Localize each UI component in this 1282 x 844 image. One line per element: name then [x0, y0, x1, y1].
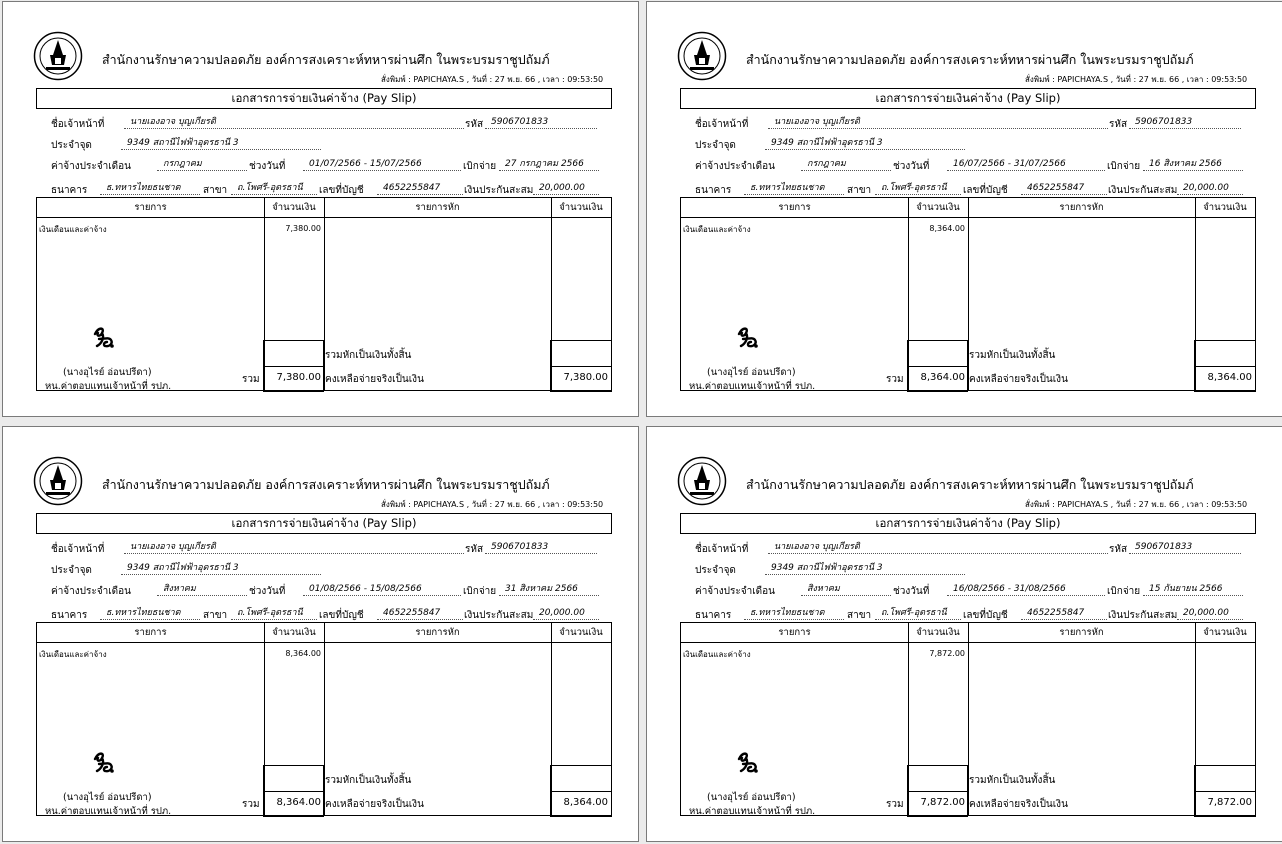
signer-position: หน.ค่าตอบแทนเจ้าหน้าที่ รปภ. — [689, 806, 816, 817]
station-label: ประจำจุด — [51, 565, 92, 576]
period-value: 16/08/2566 - 31/08/2566 — [947, 583, 1105, 596]
code-label: รหัส — [465, 119, 484, 130]
period-label: ช่วงวันที่ — [249, 161, 286, 172]
header-amount: จำนวนเงิน — [272, 202, 316, 213]
total-box-divider — [263, 366, 324, 367]
item-salary: เงินเดือนและค่าจ้าง — [39, 650, 107, 659]
branch-value: ถ.โพศรี-อุดรธานี — [231, 607, 317, 620]
branch-label: สาขา — [847, 185, 872, 196]
printed-info: สั่งพิมพ์ : PAPICHAYA.S , วันที่ : 27 พ.ย. 66 , เวลา : 09:53:50 — [381, 500, 604, 509]
station-label: ประจำจุด — [695, 140, 736, 151]
branch-value: ถ.โพศรี-อุดรธานี — [231, 182, 317, 195]
bank-label: ธนาคาร — [51, 610, 88, 621]
total-box-divider — [263, 791, 324, 792]
item-salary: เงินเดือนและค่าจ้าง — [683, 650, 751, 659]
employee-name: นายเองอาจ บุญเกียรติ — [124, 541, 464, 554]
total-label: รวม — [886, 374, 904, 385]
account-label: เลขที่บัญชี — [319, 610, 364, 621]
month-label: ค่าจ้างประจำเดือน — [695, 161, 775, 172]
total-box-divider — [907, 791, 968, 792]
payment-table — [36, 197, 612, 391]
period-label: ช่วงวันที่ — [893, 161, 930, 172]
pay-slip-3 — [2, 426, 639, 842]
header-amount: จำนวนเงิน — [916, 627, 960, 638]
branch-label: สาขา — [847, 610, 872, 621]
period-value: 16/07/2566 - 31/07/2566 — [947, 158, 1105, 171]
account-value: 4652255847 — [377, 182, 463, 195]
signature — [91, 324, 117, 350]
total-value: 8,364.00 — [920, 372, 965, 383]
table-header-line — [681, 642, 1255, 643]
header-items: รายการ — [778, 627, 811, 638]
pay-slip-2 — [646, 1, 1282, 417]
bank-value: ธ.ทหารไทยธนชาต — [100, 182, 200, 195]
month-value: สิงหาคม — [801, 583, 891, 596]
employee-code: 5906701833 — [485, 541, 597, 554]
employee-code: 5906701833 — [1129, 541, 1241, 554]
month-label: ค่าจ้างประจำเดือน — [51, 161, 131, 172]
printed-info: สั่งพิมพ์ : PAPICHAYA.S , วันที่ : 27 พ.ย. 66 , เวลา : 09:53:50 — [1025, 500, 1248, 509]
pay-slip-1 — [2, 1, 639, 417]
deduction-box-divider — [1194, 366, 1256, 367]
header-deductions: รายการหัก — [415, 202, 460, 213]
deposit-value: 20,000.00 — [533, 607, 599, 620]
total-deduction-label: รวมหักเป็นเงินทั้งสิ้น — [969, 775, 1056, 786]
deposit-value: 20,000.00 — [1177, 607, 1243, 620]
table-header-line — [37, 217, 611, 218]
name-label: ชื่อเจ้าหน้าที่ — [695, 119, 749, 130]
document-title: เอกสารการจ่ายเงินค่าจ้าง (Pay Slip) — [680, 88, 1256, 109]
signer-name: (นางอุไรย์ อ่อนปรีดา) — [63, 792, 152, 803]
code-label: รหัส — [465, 544, 484, 555]
header-amount: จำนวนเงิน — [916, 202, 960, 213]
total-value: 8,364.00 — [276, 797, 321, 808]
deduction-box-divider — [550, 366, 612, 367]
signer-name: (นางอุไรย์ อ่อนปรีดา) — [707, 792, 796, 803]
paydate-label: เบิกจ่าย — [1107, 586, 1141, 597]
net-label: คงเหลือจ่ายจริงเป็นเงิน — [969, 374, 1068, 385]
month-value: สิงหาคม — [157, 583, 247, 596]
table-header-line — [37, 642, 611, 643]
employee-name: นายเองอาจ บุญเกียรติ — [768, 116, 1108, 129]
total-label: รวม — [886, 799, 904, 810]
name-label: ชื่อเจ้าหน้าที่ — [695, 544, 749, 555]
employee-code: 5906701833 — [485, 116, 597, 129]
payment-table — [680, 622, 1256, 816]
station-value: 9349 สถานีไฟฟ้าอุดรธานี 3 — [121, 562, 321, 575]
header-deductions: รายการหัก — [1059, 627, 1104, 638]
organization-logo — [33, 31, 83, 81]
net-label: คงเหลือจ่ายจริงเป็นเงิน — [325, 374, 424, 385]
deduction-box-divider — [1194, 791, 1256, 792]
bank-label: ธนาคาร — [695, 185, 732, 196]
signature — [735, 749, 761, 775]
table-header-line — [681, 217, 1255, 218]
code-label: รหัส — [1109, 119, 1128, 130]
net-value: 8,364.00 — [1207, 372, 1252, 383]
period-label: ช่วงวันที่ — [249, 586, 286, 597]
signer-name: (นางอุไรย์ อ่อนปรีดา) — [63, 367, 152, 378]
signer-position: หน.ค่าตอบแทนเจ้าหน้าที่ รปภ. — [689, 381, 816, 392]
branch-value: ถ.โพศรี-อุดรธานี — [875, 182, 961, 195]
employee-name: นายเองอาจ บุญเกียรติ — [124, 116, 464, 129]
station-label: ประจำจุด — [51, 140, 92, 151]
signer-position: หน.ค่าตอบแทนเจ้าหน้าที่ รปภ. — [45, 806, 172, 817]
period-label: ช่วงวันที่ — [893, 586, 930, 597]
organization-logo — [677, 456, 727, 506]
month-value: กรกฎาคม — [801, 158, 891, 171]
header-items: รายการ — [134, 627, 167, 638]
account-label: เลขที่บัญชี — [963, 185, 1008, 196]
period-value: 01/08/2566 - 15/08/2566 — [303, 583, 461, 596]
account-value: 4652255847 — [377, 607, 463, 620]
signer-position: หน.ค่าตอบแทนเจ้าหน้าที่ รปภ. — [45, 381, 172, 392]
header-deductions: รายการหัก — [1059, 202, 1104, 213]
station-value: 9349 สถานีไฟฟ้าอุดรธานี 3 — [765, 137, 965, 150]
document-title: เอกสารการจ่ายเงินค่าจ้าง (Pay Slip) — [36, 88, 612, 109]
branch-label: สาขา — [203, 610, 228, 621]
organization-logo — [677, 31, 727, 81]
document-title: เอกสารการจ่ายเงินค่าจ้าง (Pay Slip) — [36, 513, 612, 534]
header-amount2: จำนวนเงิน — [559, 202, 603, 213]
paydate-value: 31 สิงหาคม 2566 — [499, 583, 599, 596]
total-deduction-label: รวมหักเป็นเงินทั้งสิ้น — [969, 350, 1056, 361]
total-label: รวม — [242, 374, 260, 385]
deposit-value: 20,000.00 — [533, 182, 599, 195]
deposit-label: เงินประกันสะสม — [464, 185, 534, 196]
organization-name: สำนักงานรักษาความปลอดภัย องค์การสงเคราะห์ทหารผ่านศึก ในพระบรมราชูปถัมภ์ — [746, 477, 1194, 492]
account-value: 4652255847 — [1021, 607, 1107, 620]
branch-label: สาขา — [203, 185, 228, 196]
item-salary-amount: 8,364.00 — [929, 224, 965, 233]
signature — [91, 749, 117, 775]
deduction-box-divider — [550, 791, 612, 792]
employee-name: นายเองอาจ บุญเกียรติ — [768, 541, 1108, 554]
name-label: ชื่อเจ้าหน้าที่ — [51, 119, 105, 130]
account-value: 4652255847 — [1021, 182, 1107, 195]
payment-table — [36, 622, 612, 816]
station-label: ประจำจุด — [695, 565, 736, 576]
account-label: เลขที่บัญชี — [319, 185, 364, 196]
deposit-label: เงินประกันสะสม — [1108, 185, 1178, 196]
paydate-value: 16 สิงหาคม 2566 — [1143, 158, 1243, 171]
total-label: รวม — [242, 799, 260, 810]
station-value: 9349 สถานีไฟฟ้าอุดรธานี 3 — [121, 137, 321, 150]
header-amount: จำนวนเงิน — [272, 627, 316, 638]
item-salary: เงินเดือนและค่าจ้าง — [683, 225, 751, 234]
header-amount2: จำนวนเงิน — [1203, 202, 1247, 213]
organization-name: สำนักงานรักษาความปลอดภัย องค์การสงเคราะห์ทหารผ่านศึก ในพระบรมราชูปถัมภ์ — [746, 52, 1194, 67]
bank-value: ธ.ทหารไทยธนชาต — [100, 607, 200, 620]
bank-value: ธ.ทหารไทยธนชาต — [744, 182, 844, 195]
net-value: 7,380.00 — [563, 372, 608, 383]
organization-name: สำนักงานรักษาความปลอดภัย องค์การสงเคราะห์ทหารผ่านศึก ในพระบรมราชูปถัมภ์ — [102, 477, 550, 492]
net-label: คงเหลือจ่ายจริงเป็นเงิน — [325, 799, 424, 810]
account-label: เลขที่บัญชี — [963, 610, 1008, 621]
header-items: รายการ — [778, 202, 811, 213]
header-deductions: รายการหัก — [415, 627, 460, 638]
total-box-divider — [907, 366, 968, 367]
employee-code: 5906701833 — [1129, 116, 1241, 129]
deposit-label: เงินประกันสะสม — [1108, 610, 1178, 621]
total-value: 7,872.00 — [920, 797, 965, 808]
header-amount2: จำนวนเงิน — [559, 627, 603, 638]
deposit-label: เงินประกันสะสม — [464, 610, 534, 621]
organization-logo — [33, 456, 83, 506]
bank-label: ธนาคาร — [695, 610, 732, 621]
header-items: รายการ — [134, 202, 167, 213]
document-title: เอกสารการจ่ายเงินค่าจ้าง (Pay Slip) — [680, 513, 1256, 534]
item-salary-amount: 8,364.00 — [285, 649, 321, 658]
paydate-value: 27 กรกฎาคม 2566 — [499, 158, 599, 171]
paydate-label: เบิกจ่าย — [463, 161, 497, 172]
signer-name: (นางอุไรย์ อ่อนปรีดา) — [707, 367, 796, 378]
paydate-value: 15 กันยายน 2566 — [1143, 583, 1243, 596]
paydate-label: เบิกจ่าย — [1107, 161, 1141, 172]
item-salary-amount: 7,380.00 — [285, 224, 321, 233]
period-value: 01/07/2566 - 15/07/2566 — [303, 158, 461, 171]
signature — [735, 324, 761, 350]
branch-value: ถ.โพศรี-อุดรธานี — [875, 607, 961, 620]
organization-name: สำนักงานรักษาความปลอดภัย องค์การสงเคราะห์ทหารผ่านศึก ในพระบรมราชูปถัมภ์ — [102, 52, 550, 67]
payment-table — [680, 197, 1256, 391]
net-value: 8,364.00 — [563, 797, 608, 808]
printed-info: สั่งพิมพ์ : PAPICHAYA.S , วันที่ : 27 พ.ย. 66 , เวลา : 09:53:50 — [381, 75, 604, 84]
total-deduction-label: รวมหักเป็นเงินทั้งสิ้น — [325, 350, 412, 361]
station-value: 9349 สถานีไฟฟ้าอุดรธานี 3 — [765, 562, 965, 575]
printed-info: สั่งพิมพ์ : PAPICHAYA.S , วันที่ : 27 พ.ย. 66 , เวลา : 09:53:50 — [1025, 75, 1248, 84]
month-label: ค่าจ้างประจำเดือน — [695, 586, 775, 597]
net-value: 7,872.00 — [1207, 797, 1252, 808]
bank-label: ธนาคาร — [51, 185, 88, 196]
bank-value: ธ.ทหารไทยธนชาต — [744, 607, 844, 620]
net-label: คงเหลือจ่ายจริงเป็นเงิน — [969, 799, 1068, 810]
deposit-value: 20,000.00 — [1177, 182, 1243, 195]
item-salary: เงินเดือนและค่าจ้าง — [39, 225, 107, 234]
total-deduction-label: รวมหักเป็นเงินทั้งสิ้น — [325, 775, 412, 786]
header-amount2: จำนวนเงิน — [1203, 627, 1247, 638]
code-label: รหัส — [1109, 544, 1128, 555]
item-salary-amount: 7,872.00 — [929, 649, 965, 658]
paydate-label: เบิกจ่าย — [463, 586, 497, 597]
month-value: กรกฎาคม — [157, 158, 247, 171]
total-value: 7,380.00 — [276, 372, 321, 383]
pay-slip-4 — [646, 426, 1282, 842]
month-label: ค่าจ้างประจำเดือน — [51, 586, 131, 597]
name-label: ชื่อเจ้าหน้าที่ — [51, 544, 105, 555]
